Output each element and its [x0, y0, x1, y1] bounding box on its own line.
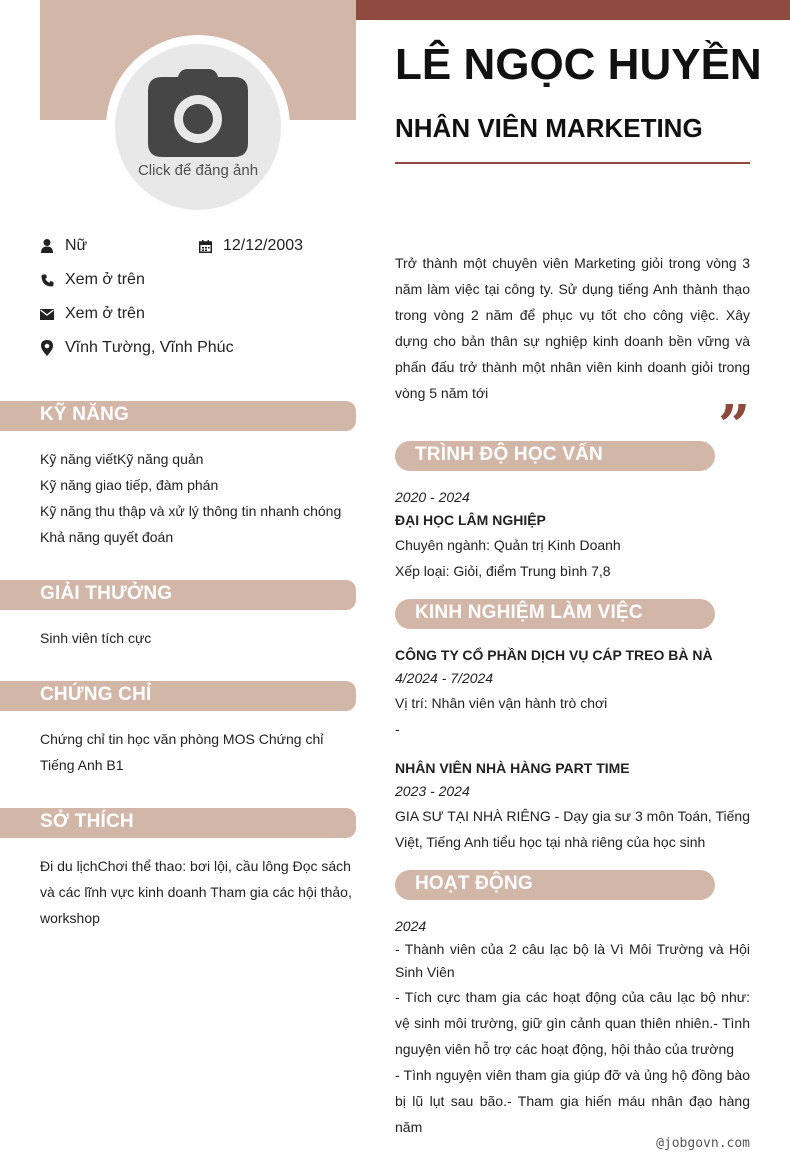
list-item: Kỹ năng thu thập và xử lý thông tin nhanh chóng: [40, 503, 342, 519]
section-skills-title: KỸ NĂNG: [40, 404, 130, 425]
footer-watermark: @jobgovn.com: [656, 1136, 750, 1151]
birthday-value: 12/12/2003: [223, 237, 304, 254]
activities-period: 2024: [395, 918, 427, 934]
list-item: Kỹ năng viếtKỹ năng quản: [40, 451, 204, 467]
education-grade: Xếp loại: Giỏi, điểm Trung bình 7,8: [395, 563, 611, 579]
activity-item: - Tích cực tham gia các hoạt động của câu lạc bộ như: vệ sinh môi trường, giữ gìn cảnh quan thiên nhiên.- Tình nguyện viên hỗ trợ các hoạt động, hội thảo của trường: [395, 989, 750, 1057]
person-icon: [40, 238, 54, 254]
skills-list: [40, 446, 356, 550]
section-certificates: [0, 681, 356, 711]
section-awards-title: GIẢI THƯỞNG: [40, 583, 173, 604]
section-experience: [395, 599, 715, 629]
top-accent-bar: [356, 0, 790, 20]
address-row: [40, 337, 234, 359]
candidate-name: LÊ NGỌC HUYỀN: [395, 40, 762, 89]
avatar-hint: Click để đăng ảnh: [137, 162, 259, 179]
job-detail: Vị trí: Nhân viên vận hành trò chơi: [395, 695, 608, 711]
phone-value[interactable]: Xem ở trên: [65, 271, 145, 288]
activity-item: - Tình nguyện viên tham gia giúp đỡ và ủng hộ đồng bào bị lũ lụt sau bão.- Tham gia hiến máu nhân đạo hàng năm: [395, 1067, 750, 1135]
job-company: CÔNG TY CỔ PHẦN DỊCH VỤ CÁP TREO BÀ NÀ: [395, 647, 713, 663]
education-major: Chuyên ngành: Quản trị Kinh Doanh: [395, 537, 621, 553]
quote-mark-icon: ”: [718, 393, 751, 459]
birthday-row: [198, 235, 303, 257]
section-hobbies: [0, 808, 356, 838]
list-item: Kỹ năng giao tiếp, đàm phán: [40, 477, 219, 493]
certificates-text: Chứng chỉ tin học văn phòng MOS Chứng chỉ Tiếng Anh B1: [40, 731, 324, 773]
section-certificates-title: CHỨNG CHỈ: [40, 684, 152, 705]
address-value: Vĩnh Tường, Vĩnh Phúc: [65, 339, 234, 356]
section-skills: [0, 401, 356, 431]
job-detail: GIA SƯ TẠI NHÀ RIÊNG - Dạy gia sư 3 môn Toán, Tiếng Việt, Tiếng Anh tiểu học tại nhà riêng của học sinh: [395, 808, 750, 850]
phone-icon: [40, 272, 54, 288]
section-hobbies-title: SỞ THÍCH: [40, 811, 134, 832]
section-experience-title: KINH NGHIỆM LÀM VIỆC: [415, 602, 643, 623]
section-activities: [395, 870, 715, 900]
job-title: NHÂN VIÊN MARKETING: [395, 113, 703, 143]
section-education: [395, 441, 715, 471]
section-activities-title: HOẠT ĐỘNG: [415, 873, 533, 894]
career-objective: Trở thành một chuyên viên Marketing giỏi trong vòng 3 năm làm việc tại công ty. Sử dụng tiếng Anh thành thạo trong vòng 2 năm để phục vụ tốt cho công việc. Xây dựng cho bản thân sự nghiệp kinh doanh bền vững và phấn đấu trở thành một nhân viên kinh doanh giỏi trong vòng 5 năm tới: [395, 255, 750, 401]
hobbies-text: Đi du lịchChơi thể thao: bơi lội, cầu lông Đọc sách và các lĩnh vực kinh doanh Tham gia các hội thảo, workshop: [40, 858, 352, 926]
gender-value: Nữ: [65, 237, 88, 254]
education-period: 2020 - 2024: [395, 489, 470, 505]
calendar-icon: [198, 238, 212, 254]
email-value[interactable]: Xem ở trên: [65, 305, 145, 322]
avatar-upload[interactable]: [115, 44, 281, 210]
gender-row: [40, 235, 87, 257]
location-pin-icon: [40, 340, 54, 356]
job-period: 2023 - 2024: [395, 783, 470, 799]
activity-item: - Thành viên của 2 câu lạc bộ là Vì Môi Trường và Hội Sinh Viên: [395, 941, 750, 980]
camera-icon: [148, 69, 248, 157]
section-awards: [0, 580, 356, 610]
job-period: 4/2024 - 7/2024: [395, 670, 494, 686]
envelope-icon: [40, 306, 54, 322]
job-company: NHÂN VIÊN NHÀ HÀNG PART TIME: [395, 760, 630, 776]
phone-row: [40, 269, 145, 291]
email-row: [40, 303, 145, 325]
list-item: Khả năng quyết đoán: [40, 529, 174, 545]
awards-text: Sinh viên tích cực: [40, 630, 152, 646]
section-education-title: TRÌNH ĐỘ HỌC VẤN: [415, 444, 603, 465]
education-school: ĐẠI HỌC LÂM NGHIỆP: [395, 512, 546, 528]
job-extra: -: [395, 721, 400, 737]
title-divider: [395, 162, 750, 164]
